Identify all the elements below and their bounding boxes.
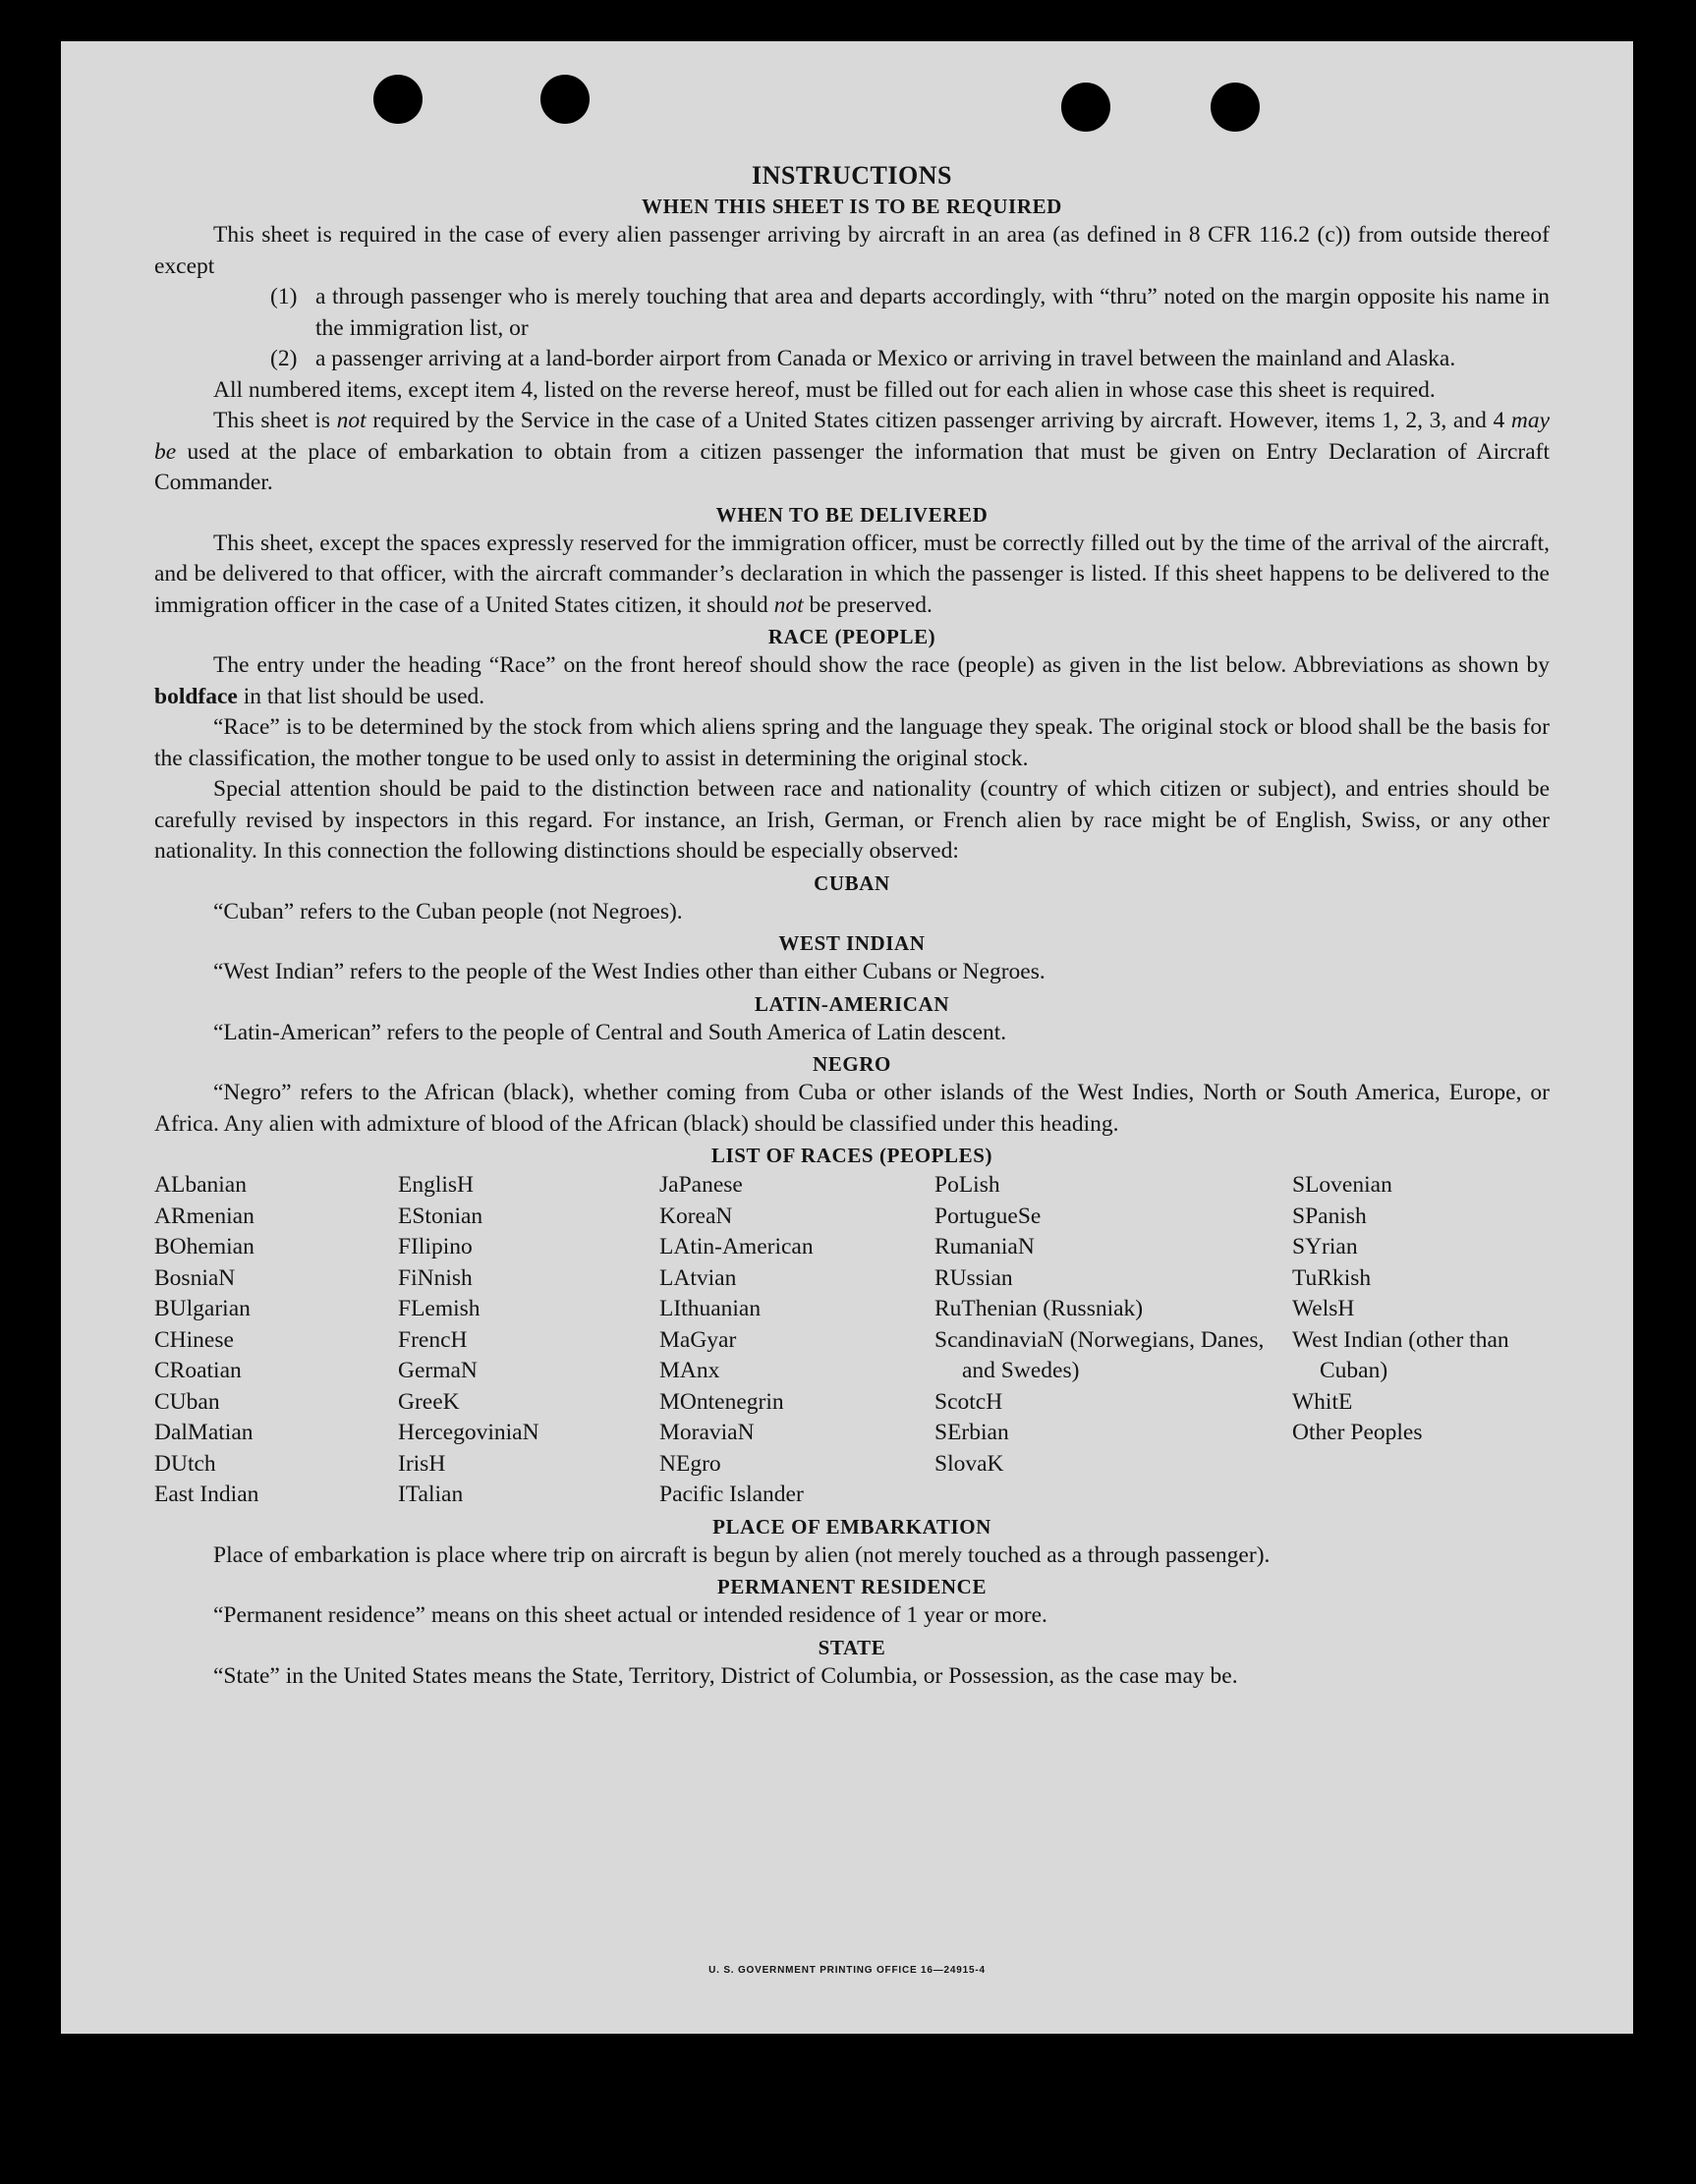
heading-race: RACE (PEOPLE) [767, 625, 936, 648]
race-entry: NEgro [659, 1450, 721, 1477]
race-entry: LAtin-American [659, 1234, 814, 1260]
race-entry: Pacific Islander [659, 1482, 804, 1507]
paragraph-residence: “Permanent residence” means on this sheet actual or intended residence of 1 year or more. [213, 1602, 1047, 1628]
race-entry: LAtvian [659, 1264, 737, 1291]
exception-item [154, 344, 1550, 375]
race-entry: ARmenian [154, 1203, 254, 1229]
paragraph-embarkation: Place of embarkation is place where trip on aircraft is begun by alien (not merely touched as a through passenger). [213, 1541, 1271, 1568]
race-entry: West Indian (other than Cuban) [1292, 1326, 1509, 1383]
races-list [154, 1170, 1550, 1511]
punch-hole [1211, 83, 1260, 132]
races-column-5 [1292, 1170, 1550, 1511]
race-entry: FiNnish [398, 1264, 473, 1291]
document-sheet [61, 41, 1633, 2034]
race-entry: LIthuanian [659, 1296, 762, 1321]
race-entry: BOhemian [154, 1234, 254, 1260]
heading-when-required: WHEN THIS SHEET IS TO BE REQUIRED [642, 195, 1062, 218]
heading-permanent-residence: PERMANENT RESIDENCE [716, 1575, 988, 1598]
races-column-4 [934, 1170, 1292, 1511]
race-entry: ALbanian [154, 1172, 247, 1198]
race-entry: JaPanese [659, 1172, 743, 1198]
race-entry: RuThenian (Russniak) [934, 1296, 1144, 1321]
race-entry: ITalian [398, 1482, 464, 1507]
race-entry: FLemish [398, 1296, 481, 1321]
race-entry: DUtch [154, 1450, 216, 1477]
race-entry: BosniaN [154, 1264, 236, 1291]
race-entry: ScandinaviaN (Norwegians, Danes, and Swedes) [934, 1326, 1265, 1383]
race-entry: MOntenegrin [659, 1388, 784, 1415]
paragraph-race-stock: “Race” is to be determined by the stock from which aliens spring and the language they speak. The original stock or blood shall be the basis for the classification, the mother tongue to be used only to assist in determining the original stock. [154, 714, 1550, 771]
paragraph-required: This sheet is required in the case of every alien passenger arriving by aircraft in an area (as defined in 8 CFR 116.2 (c)) from outside thereof except [154, 222, 1550, 279]
race-entry: EnglisH [398, 1172, 475, 1198]
paragraph-latin-american: “Latin-American” refers to the people of Central and South America of Latin descent. [213, 1019, 1007, 1045]
race-entry: MAnx [659, 1358, 720, 1383]
race-entry: SPanish [1292, 1203, 1367, 1229]
race-entry: PoLish [934, 1172, 1000, 1198]
paragraph-negro: “Negro” refers to the African (black), whether coming from Cuba or other islands of the West Indies, North or South America, Europe, or Africa. Any alien with admixture of blood of the African (black) should be classified under this heading. [154, 1080, 1550, 1137]
race-entry: RumaniaN [934, 1234, 1035, 1260]
race-entry: SYrian [1292, 1234, 1358, 1260]
race-entry: SErbian [934, 1420, 1009, 1445]
printing-office-imprint: U. S. GOVERNMENT PRINTING OFFICE 16—24915-4 [708, 1965, 986, 1976]
exception-item [154, 282, 1550, 344]
race-entry: WelsH [1292, 1296, 1355, 1321]
race-entry: WhitE [1292, 1388, 1353, 1415]
punch-hole [1061, 83, 1110, 132]
race-entry: FIlipino [398, 1234, 473, 1260]
race-entry: SLovenian [1292, 1172, 1392, 1198]
punch-hole [540, 75, 590, 124]
item-number: (1) [270, 284, 298, 309]
race-entry: CRoatian [154, 1358, 242, 1383]
paragraph-race-nationality: Special attention should be paid to the distinction between race and nationality (country of which citizen or subject), and entries should be carefully revised by inspectors in this regard. For instance, an Irish, German, or French alien by race might be of English, Swiss, or any other nationality. In this connection the following distinctions should be especially observed: [154, 776, 1550, 864]
race-entry: MoraviaN [659, 1420, 755, 1445]
races-column-3 [659, 1170, 934, 1511]
paragraph-numbered-items: All numbered items, except item 4, listed on the reverse hereof, must be filled out for each alien in whose case this sheet is required. [213, 376, 1436, 403]
race-entry: BUlgarian [154, 1296, 251, 1321]
race-entry: GreeK [398, 1388, 460, 1415]
heading-latin-american: LATIN-AMERICAN [754, 991, 950, 1016]
heading-west-indian: WEST INDIAN [778, 931, 926, 955]
race-entry: TuRkish [1292, 1264, 1372, 1291]
race-entry: IrisH [398, 1450, 446, 1477]
races-column-2 [398, 1170, 659, 1511]
race-entry: KoreaN [659, 1203, 733, 1229]
paragraph-west-indian: “West Indian” refers to the people of the West Indies other than either Cubans or Negroes. [213, 959, 1046, 984]
item-number: (2) [270, 346, 298, 371]
paragraph-delivered: This sheet, except the spaces expressly reserved for the immigration officer, must be correctly filled out by the time of the arrival of the aircraft, and be delivered to that officer, with the aircraft commander’s declaration in which the passenger is listed. If this sheet happens to be delivered to the immigration officer in the case of a United States citizen, it should not be preserved. [154, 530, 1550, 618]
item-text: a through passenger who is merely touching that area and departs accordingly, with “thru” noted on the margin opposite his name in the immigration list, or [315, 284, 1550, 341]
race-entry: Other Peoples [1292, 1420, 1423, 1445]
paragraph-race-entry: The entry under the heading “Race” on the front hereof should show the race (people) as given in the list below. Abbreviations as shown by boldface in that list should be used. [154, 652, 1550, 709]
heading-when-delivered: WHEN TO BE DELIVERED [715, 502, 989, 527]
paragraph-state: “State” in the United States means the State, Territory, District of Columbia, or Possession, as the case may be. [213, 1662, 1238, 1689]
race-entry: GermaN [398, 1358, 478, 1383]
race-entry: EStonian [398, 1203, 483, 1229]
race-entry: CUban [154, 1388, 220, 1415]
heading-cuban: CUBAN [814, 870, 890, 895]
races-column-1 [154, 1170, 398, 1511]
race-entry: PortugueSe [934, 1203, 1042, 1229]
race-entry: East Indian [154, 1482, 259, 1507]
race-entry: ScotcH [934, 1388, 1003, 1415]
race-entry: MaGyar [659, 1326, 737, 1353]
paragraph-citizen: This sheet is not required by the Service in the case of a United States citizen passenger arriving by aircraft. However, items 1, 2, 3, and 4 may be used at the place of embarkation to obtain from a citizen passenger the information that must be given on Entry Declaration of Aircraft Commander. [154, 408, 1550, 495]
item-text: a passenger arriving at a land-border airport from Canada or Mexico or arriving in travel between the mainland and Alaska. [315, 346, 1456, 371]
document-title: INSTRUCTIONS [752, 161, 952, 190]
race-entry: CHinese [154, 1326, 234, 1353]
paragraph-cuban: “Cuban” refers to the Cuban people (not Negroes). [213, 898, 683, 924]
race-entry: HercegoviniaN [398, 1420, 539, 1445]
race-entry: RUssian [934, 1264, 1013, 1291]
race-entry: FrencH [398, 1326, 468, 1353]
heading-list-of-races: LIST OF RACES (PEOPLES) [710, 1144, 993, 1167]
heading-negro: NEGRO [812, 1052, 891, 1076]
race-entry: SlovaK [934, 1450, 1004, 1477]
race-entry: DalMatian [154, 1420, 254, 1445]
heading-state: STATE [818, 1635, 886, 1659]
punch-hole [373, 75, 423, 124]
heading-place-of-embarkation: PLACE OF EMBARKATION [712, 1514, 991, 1539]
